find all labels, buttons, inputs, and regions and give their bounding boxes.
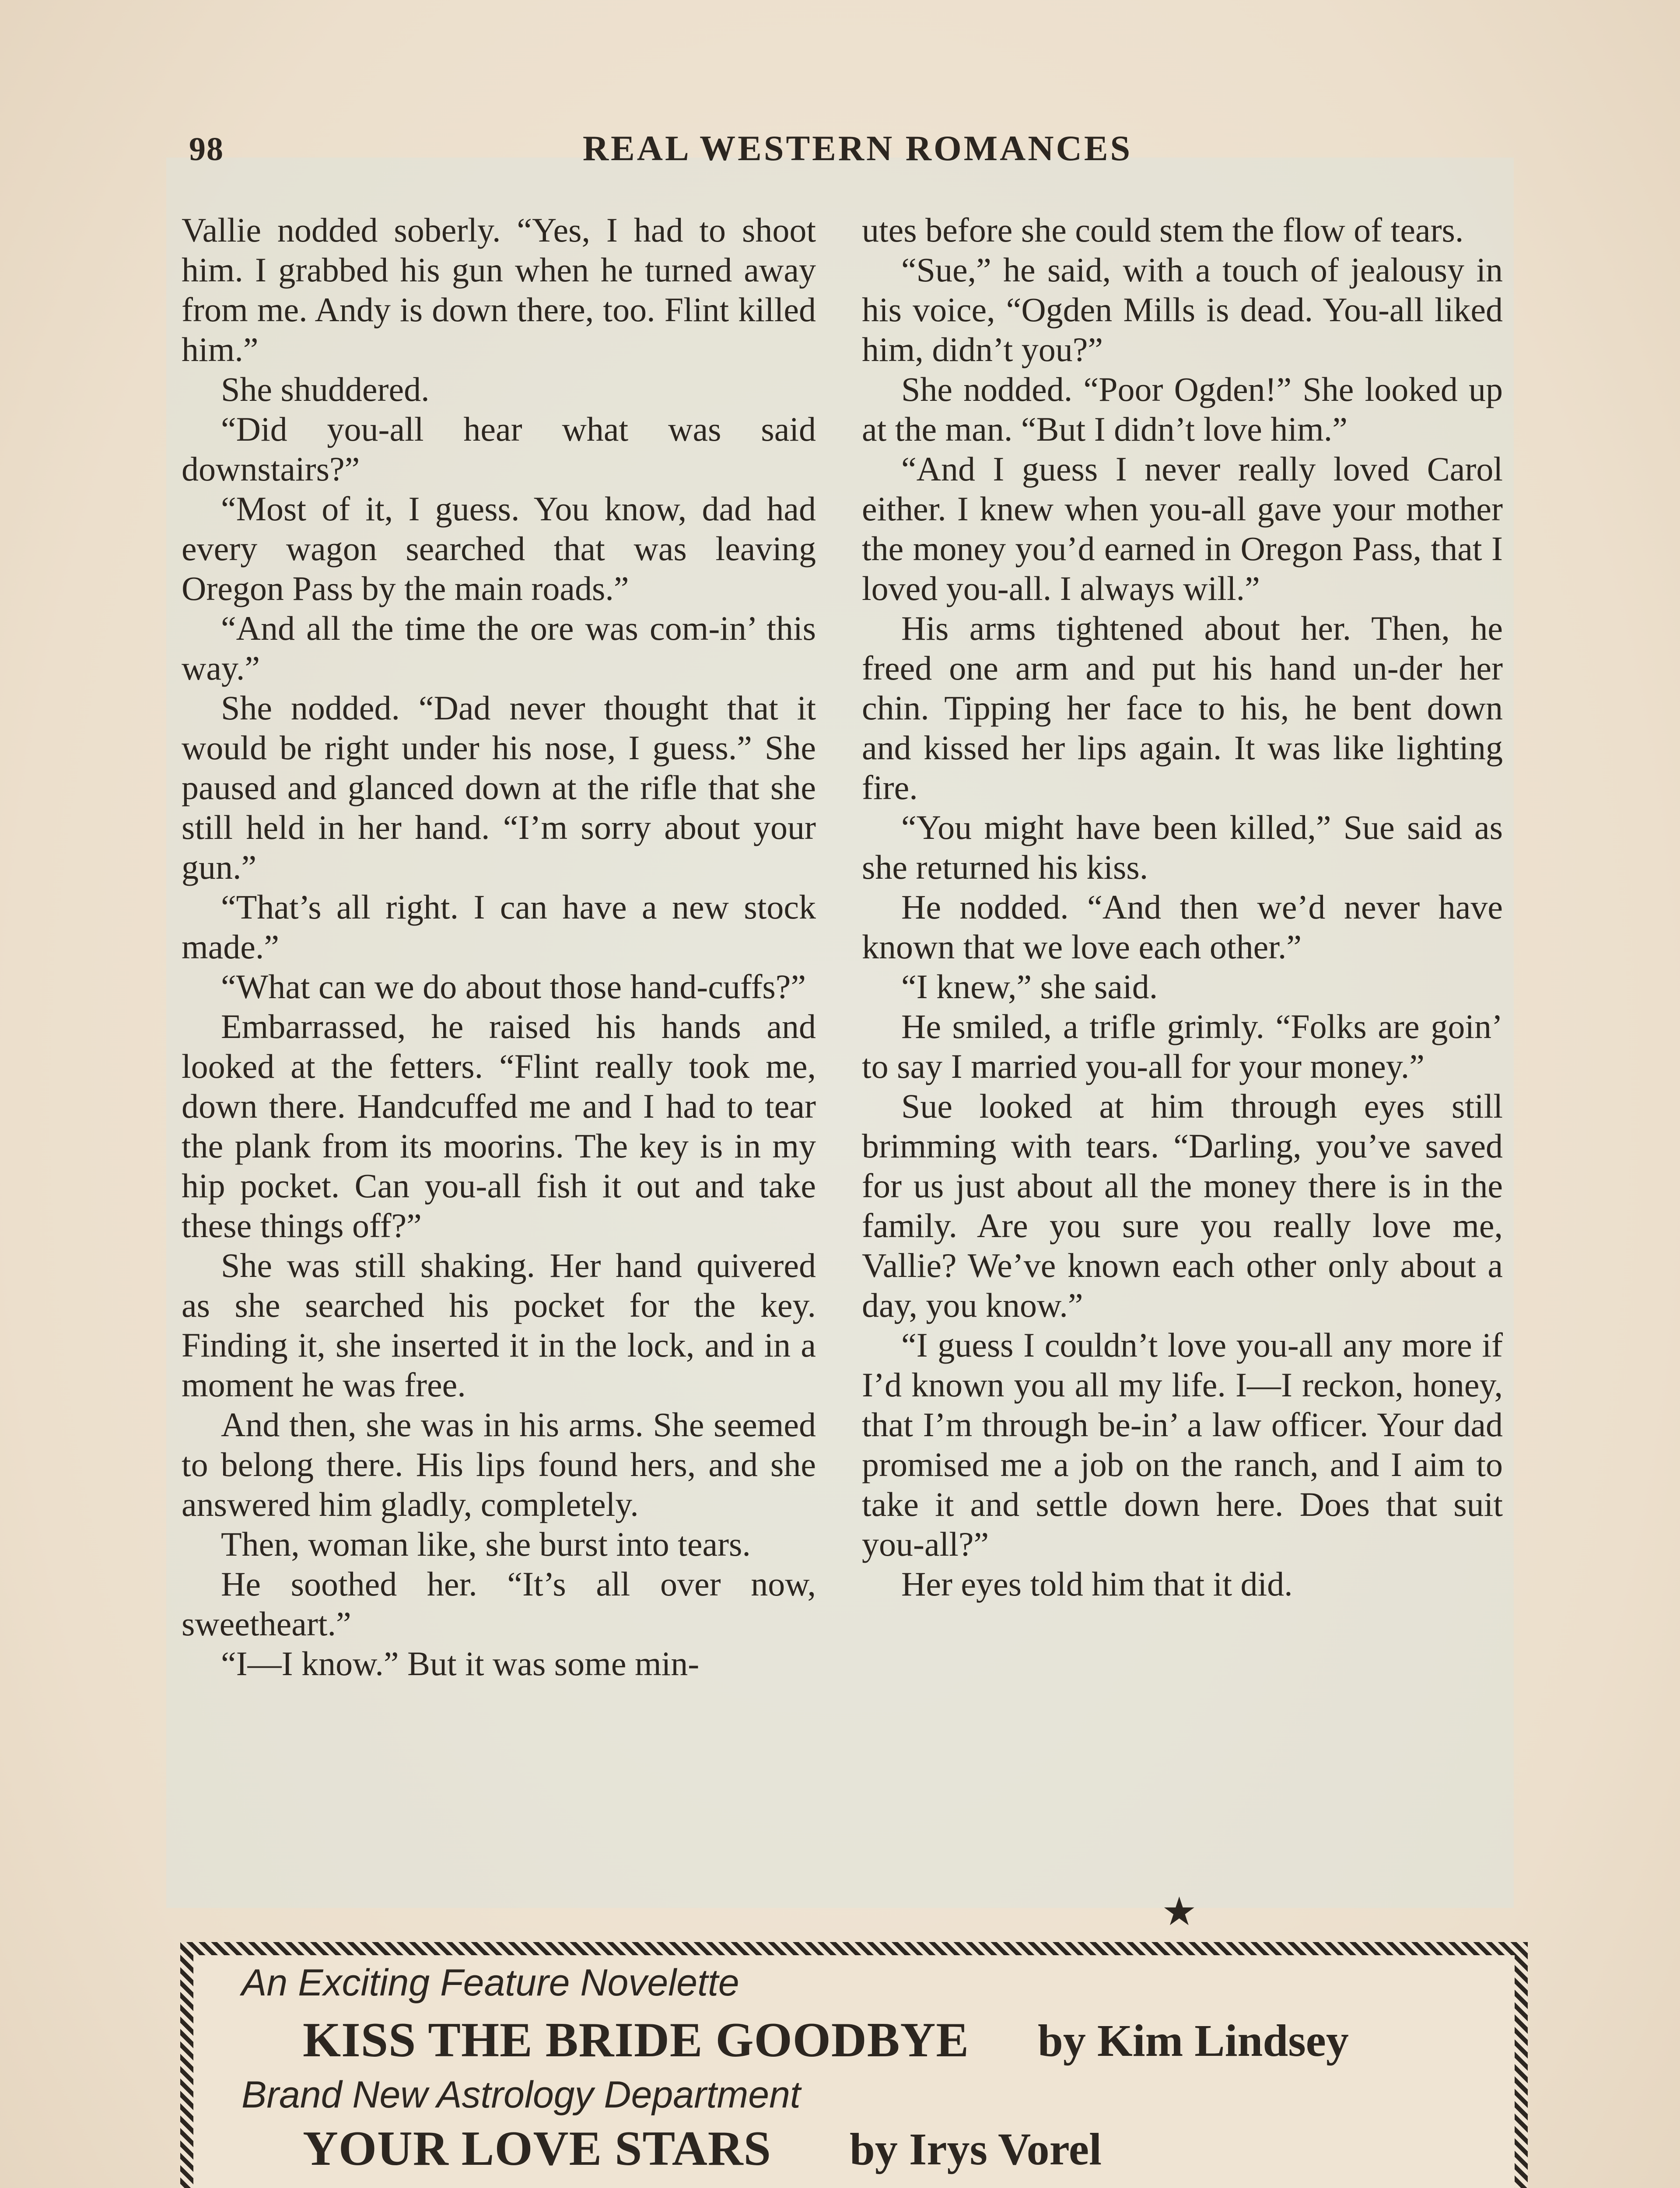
paragraph: Embarrassed, he raised his hands and looked at the fetters. “Flint really took me, down there. Handcuffed me and I had to tear the plank from its moorins. The key is in my hip pocket. Can you-all fish it out and take these things off?” [182,1007,816,1245]
paragraph: She shuddered. [221,370,430,408]
paragraph: “What can we do about those hand-cuffs?” [221,968,806,1006]
paragraph: “Sue,” he said, with a touch of jealousy in his voice, “Ogden Mills is dead. You-all liked him, didn’t you?” [862,251,1503,368]
paragraph: utes before she could stem the flow of tears. [862,211,1464,249]
ad-author-1: by Kim Lindsey [1038,2016,1349,2066]
paragraph: “Most of it, I guess. You know, dad had every wagon searched that was leaving Oregon Pass by the main roads.” [182,490,816,607]
story-end-star-icon: ★ [1162,1890,1197,1934]
paragraph: He nodded. “And then we’d never have known that we love each other.” [862,888,1503,966]
story-column-left [182,210,816,1683]
ad-feature-title-1: KISS THE BRIDE GOODBYE [303,2013,970,2067]
paragraph: “I guess I couldn’t love you-all any more if I’d known you all my life. I—I reckon, honey, that I’m through be-in’ a law officer. Your dad promised me a job on the ranch, and I aim to take it and settle down here. Does that suit you-all?” [862,1326,1503,1563]
ad-subheading-2: Brand New Astrology Department [242,2074,801,2116]
paragraph: “And I guess I never really loved Carol either. I knew when you-all gave your mother the money you’d earned in Oregon Pass, that I loved you-all. I always will.” [862,450,1503,607]
ad-feature-title-2: YOUR LOVE STARS [303,2121,771,2176]
paragraph: “You might have been killed,” Sue said as she returned his kiss. [862,808,1503,886]
paragraph: “Did you-all hear what was said downstairs?” [182,410,816,488]
paragraph: Then, woman like, she burst into tears. [221,1525,751,1563]
paragraph: He smiled, a trifle grimly. “Folks are goin’ to say I married you-all for your money.” [862,1007,1503,1085]
paragraph: And then, she was in his arms. She seemed to belong there. His lips found hers, and she answered him gladly, completely. [182,1406,816,1523]
paragraph: She nodded. “Dad never thought that it would be right under his nose, I guess.” She paused and glanced down at the rifle that she still held in her hand. “I’m sorry about your gun.” [182,689,816,886]
paragraph: “And all the time the ore was com-in’ this way.” [182,609,816,687]
paragraph: His arms tightened about her. Then, he freed one arm and put his hand un-der her chin. Tipping her face to his, he bent down and kissed her lips again. It was like lighting fire. [862,609,1503,806]
paragraph: “I—I know.” But it was some min- [221,1645,700,1683]
paragraph: He soothed her. “It’s all over now, sweetheart.” [182,1565,816,1643]
advertisement-box [180,1942,1528,2188]
paragraph: Sue looked at him through eyes still brimming with tears. “Darling, you’ve saved for us just about all the money there is in the family. Are you sure you really love me, Vallie? We’ve known each other only about a day, you know.” [862,1087,1503,1324]
paragraph: Her eyes told him that it did. [901,1565,1293,1603]
paragraph: “That’s all right. I can have a new stock made.” [182,888,816,966]
paragraph: She nodded. “Poor Ogden!” She looked up at the man. “But I didn’t love him.” [862,370,1503,448]
story-column-right [862,210,1503,1604]
page-number: 98 [189,131,224,168]
paragraph: “I knew,” she said. [901,968,1158,1006]
ad-subheading-1: An Exciting Feature Novelette [242,1962,739,2004]
paragraph: Vallie nodded soberly. “Yes, I had to shoot him. I grabbed his gun when he turned away from me. Andy is down there, too. Flint killed him.” [182,211,816,368]
ad-author-2: by Irys Vorel [850,2124,1102,2174]
running-title: REAL WESTERN ROMANCES [582,128,1133,168]
paragraph: She was still shaking. Her hand quivered as she searched his pocket for the key. Finding it, she inserted it in the lock, and in a moment he was free. [182,1246,816,1404]
